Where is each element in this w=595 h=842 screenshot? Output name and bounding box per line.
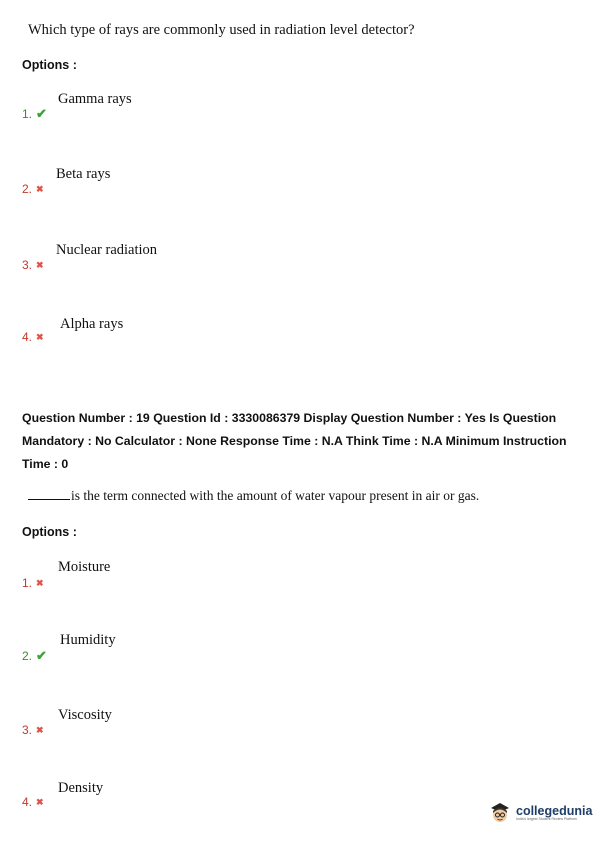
option-text: Nuclear radiation xyxy=(56,242,158,258)
option-number xyxy=(22,576,44,590)
cross-icon: ✖ xyxy=(36,577,44,588)
option-index: 1. xyxy=(22,576,33,590)
option-text: Gamma rays xyxy=(58,91,132,107)
student-mascot-icon xyxy=(489,801,511,825)
option-index: 4. xyxy=(22,795,33,809)
option-index: 3. xyxy=(22,723,33,737)
question-text xyxy=(28,488,479,504)
option-text: Moisture xyxy=(58,559,111,575)
answer-blank xyxy=(28,499,70,500)
option-index: 2. xyxy=(22,649,33,663)
option-number xyxy=(22,648,47,664)
question-meta: Question Number : 19 Question Id : 3330086379 Display Question Number : Yes Is Question Mandatory : No Calculator : None Response Time : N.A Think Time : N.A Minimum Instruction Time : 0 xyxy=(22,411,567,471)
cross-icon: ✖ xyxy=(36,183,44,194)
option-number xyxy=(22,723,44,737)
options-label: Options : xyxy=(22,525,77,539)
option-number xyxy=(22,330,44,344)
option-text: Viscosity xyxy=(58,707,112,723)
cross-icon: ✖ xyxy=(36,259,44,270)
options-label: Options : xyxy=(22,58,77,72)
check-icon: ✔ xyxy=(36,106,47,121)
option-index: 2. xyxy=(22,182,33,196)
option-number xyxy=(22,795,44,809)
option-text: Beta rays xyxy=(56,166,111,182)
option-number xyxy=(22,106,47,122)
logo-tagline: India's largest Student Review Platform xyxy=(516,816,577,821)
option-index: 4. xyxy=(22,330,33,344)
option-text: Alpha rays xyxy=(60,316,124,332)
collegedunia-logo xyxy=(489,801,592,825)
option-number xyxy=(22,258,44,272)
check-icon: ✔ xyxy=(36,648,47,663)
logo-name: collegedunia xyxy=(516,803,593,818)
option-number xyxy=(22,182,44,196)
question-text: Which type of rays are commonly used in radiation level detector? xyxy=(28,22,415,38)
option-index: 3. xyxy=(22,258,33,272)
cross-icon: ✖ xyxy=(36,796,44,807)
option-text: Humidity xyxy=(60,632,116,648)
cross-icon: ✖ xyxy=(36,724,44,735)
cross-icon: ✖ xyxy=(36,331,44,342)
question-rest: is the term connected with the amount of water vapour present in air or gas. xyxy=(71,488,480,503)
logo-text xyxy=(516,805,592,822)
option-text: Density xyxy=(58,780,104,796)
option-index: 1. xyxy=(22,107,33,121)
